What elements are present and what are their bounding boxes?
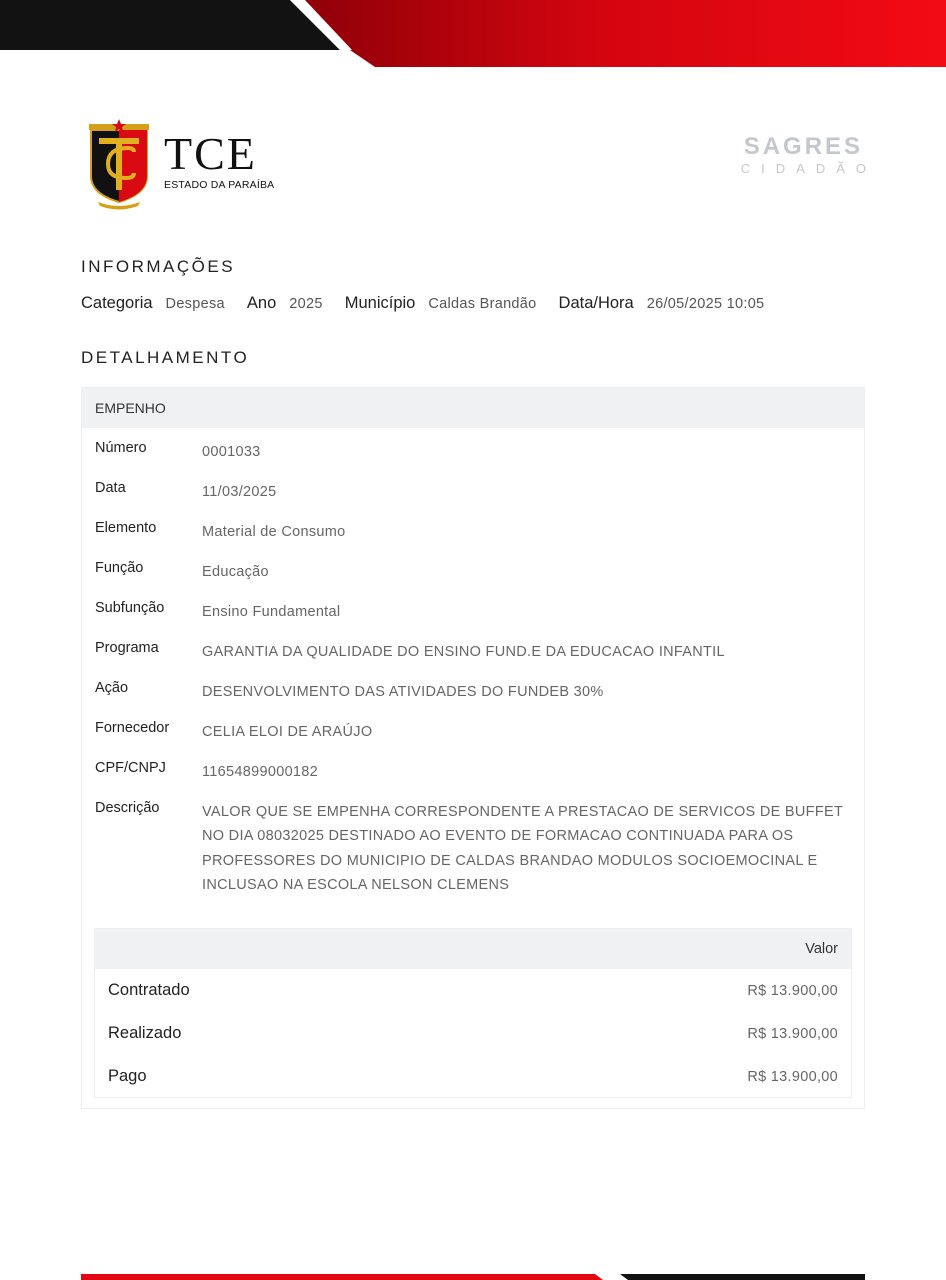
detail-row-elemento: [95, 520, 852, 544]
detail-label: Função: [95, 560, 144, 576]
detail-row-subfuncao: [95, 600, 852, 624]
detail-label: Fornecedor: [95, 720, 170, 736]
tce-crest-icon: [86, 118, 152, 210]
detail-value: Educação: [202, 564, 269, 580]
value-row-realizado: [108, 1012, 838, 1055]
detail-row-fornecedor: [95, 720, 852, 744]
sagres-logo: [740, 133, 877, 178]
info-value-data-hora: 26/05/2025 10:05: [646, 296, 765, 312]
value-row-contratado: [108, 969, 838, 1012]
detail-label: Descrição: [95, 800, 160, 816]
detail-value: Ensino Fundamental: [202, 604, 341, 620]
sagres-subtitle: CIDADÃO: [740, 161, 877, 176]
detail-label: Elemento: [95, 520, 157, 536]
logo-title: TCE: [164, 128, 257, 179]
detail-value: CELIA ELOI DE ARAÚJO: [202, 724, 373, 740]
detail-value: 11654899000182: [202, 764, 319, 780]
detail-row-programa: [95, 640, 852, 664]
info-label-data-hora: Data/Hora: [558, 294, 634, 312]
empenho-card: [81, 387, 865, 1109]
detail-label: Programa: [95, 640, 159, 656]
values-table: [94, 928, 852, 1098]
tce-logo: [86, 118, 274, 210]
empenho-header: EMPENHO: [82, 388, 864, 428]
info-value-municipio: Caldas Brandão: [428, 296, 537, 312]
logo-subtitle: ESTADO DA PARAÍBA: [164, 179, 275, 191]
detail-row-descricao: [95, 800, 852, 897]
detail-row-acao: [95, 680, 852, 704]
detail-value: Material de Consumo: [202, 524, 346, 540]
bottom-banner: [0, 1266, 946, 1280]
top-banner: [0, 0, 946, 70]
detail-label: Subfunção: [95, 600, 165, 616]
value-row-pago: [108, 1055, 838, 1098]
info-value-categoria: Despesa: [165, 296, 225, 312]
value-amount: R$ 13.900,00: [747, 982, 838, 999]
detail-row-funcao: [95, 560, 852, 584]
detail-value: DESENVOLVIMENTO DAS ATIVIDADES DO FUNDEB 30%: [202, 684, 604, 700]
detalhamento-title: DETALHAMENTO: [81, 348, 250, 367]
value-amount: R$ 13.900,00: [747, 1068, 838, 1085]
sagres-title: SAGRES: [743, 133, 864, 160]
values-table-header: Valor: [95, 929, 851, 969]
detail-label: Ação: [95, 680, 129, 696]
detail-value: VALOR QUE SE EMPENHA CORRESPONDENTE A PRESTACAO DE SERVICOS DE BUFFET NO DIA 08032025 DESTINADO AO EVENTO DE FORMACAO CONTINUADA PARA OS PROFESSORES DO MUNICIPIO DE CALDAS BRANDAO MODULOS SOCIOEMOCINAL E INCLUSAO NA ESCOLA NELSON CLEMENS: [202, 804, 843, 893]
detail-row-data: [95, 480, 852, 504]
value-label: Contratado: [108, 981, 190, 999]
detail-row-cpf-cnpj: [95, 760, 852, 784]
value-amount: R$ 13.900,00: [747, 1025, 838, 1042]
info-value-ano: 2025: [289, 296, 323, 312]
info-label-categoria: Categoria: [81, 294, 153, 312]
detail-label: Data: [95, 480, 126, 496]
detail-row-numero: [95, 440, 852, 464]
value-label: Realizado: [108, 1024, 182, 1042]
value-label: Pago: [108, 1067, 147, 1085]
detail-label: CPF/CNPJ: [95, 760, 166, 776]
info-label-municipio: Município: [344, 294, 416, 312]
detail-value: GARANTIA DA QUALIDADE DO ENSINO FUND.E DA EDUCACAO INFANTIL: [202, 644, 725, 660]
info-label-ano: Ano: [246, 294, 277, 312]
informacoes-title: INFORMAÇÕES: [81, 257, 236, 276]
detail-label: Número: [95, 440, 147, 456]
detail-value: 0001033: [202, 444, 261, 460]
detail-value: 11/03/2025: [202, 484, 277, 500]
info-row: [81, 294, 786, 313]
